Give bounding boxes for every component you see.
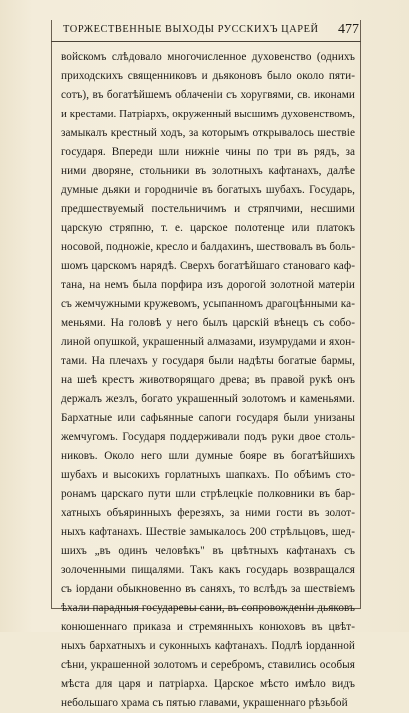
text-line: замыкалъ крестный ходъ, за которымъ открывалось шествіе [61, 127, 355, 139]
text-line: государя. Впереди шли нижніе чины по три въ рядъ, за [61, 146, 355, 158]
running-title: ТОРЖЕСТВЕННЫЕ ВЫХОДЫ РУССКИХЪ ЦАРЕЙ [63, 24, 319, 35]
text-line: войскомъ слѣдовало многочисленное духовенство (однихъ [61, 51, 355, 63]
body-text [61, 48, 355, 713]
text-line: сѣни, украшенной золотомъ и серебромъ, ставились особыя [61, 659, 355, 671]
text-line: тана, на немъ была порфира изъ дорогой золотной матеріи [61, 279, 355, 291]
text-line: царскую стряпню, т. е. царское полотенце или платокъ [61, 222, 355, 234]
text-line: меньями. На головѣ у него былъ царскій вѣнецъ съ собо- [61, 317, 355, 329]
text-line: и крестами. Патріархъ, окруженный высшимъ духовенствомъ, [61, 108, 355, 120]
text-line: ныхъ кафтанахъ. Шествіе замыкалось 200 стрѣльцовъ, шед- [61, 526, 355, 538]
text-line: предшествуемый постельничимъ и стряпчими, несшими [61, 203, 355, 215]
text-line: шомъ царскомъ нарядѣ. Сверхъ богатѣйшаго становаго каф- [61, 260, 355, 272]
text-line: жемчугомъ. Государя поддерживали подъ руки двое столь- [61, 431, 355, 443]
text-line: никовъ. Около него шли думные бояре въ богатѣйшихъ [61, 450, 355, 462]
text-line: ронамъ царскаго пути шли стрѣлецкіе полковники въ бар- [61, 488, 355, 500]
text-line: на шеѣ крестъ животворящаго древа; въ правой рукѣ онъ [61, 374, 355, 386]
text-line: приходскихъ священниковъ и дьяконовъ было около пяти- [61, 70, 355, 82]
text-line: тами. На плечахъ у государя были надѣты богатые бармы, [61, 355, 355, 367]
text-line: хатныхъ объяринныхъ ферезяхъ, за ними гости въ золот- [61, 507, 355, 519]
text-line: золоченными пищалями. Такъ какъ государь возвращался [61, 564, 355, 576]
text-line: шубахъ и высокихъ горлатныхъ шапкахъ. По обѣимъ сто- [61, 469, 355, 481]
text-line: конюшеннаго приказа и стремянныхъ конюховъ въ цвѣт- [61, 621, 355, 633]
text-line: думные дьяки и городничіе въ богатыхъ шубахъ. Государь, [61, 184, 355, 196]
text-line: мѣста для царя и патріарха. Царское мѣсто имѣло видъ [61, 678, 355, 690]
text-line: носовой, подножіе, кресло и балдахинъ, шествовалъ въ боль- [61, 241, 356, 253]
page-header [51, 20, 361, 42]
text-line: шихъ „въ одинъ человѣкъ" въ цвѣтныхъ кафтанахъ съ [61, 545, 355, 557]
page-number: 477 [338, 22, 359, 37]
text-line: небольшаго храма съ пятью главами, украшеннаго рѣзьбой [61, 697, 348, 709]
text-line: ныхъ бархатныхъ и суконныхъ кафтанахъ. Подлѣ іорданной [61, 640, 355, 652]
text-line: Бархатные или сафьянные сапоги государя были унизаны [61, 412, 355, 424]
text-line: держалъ жезлъ, богато украшенный золотомъ и каменьями. [61, 393, 355, 405]
text-line: съ жемчужными кружевомъ, усыпанномъ драгоцѣнными ка- [61, 298, 355, 310]
text-line: сотъ), въ богатѣйшемъ облаченіи съ хоругвями, св. иконами [61, 89, 355, 101]
text-line: линой опушкой, украшенный алмазами, изумрудами и яхон- [61, 336, 355, 348]
text-line: ѣхали парадныя государевы сани, въ сопровожденіи дьяковъ [61, 602, 355, 614]
text-line: ними дворяне, стольники въ золотныхъ кафтанахъ, далѣе [61, 165, 355, 177]
text-line: съ іордани обыкновенно въ саняхъ, то вслѣдъ за шествіемъ [61, 583, 355, 595]
